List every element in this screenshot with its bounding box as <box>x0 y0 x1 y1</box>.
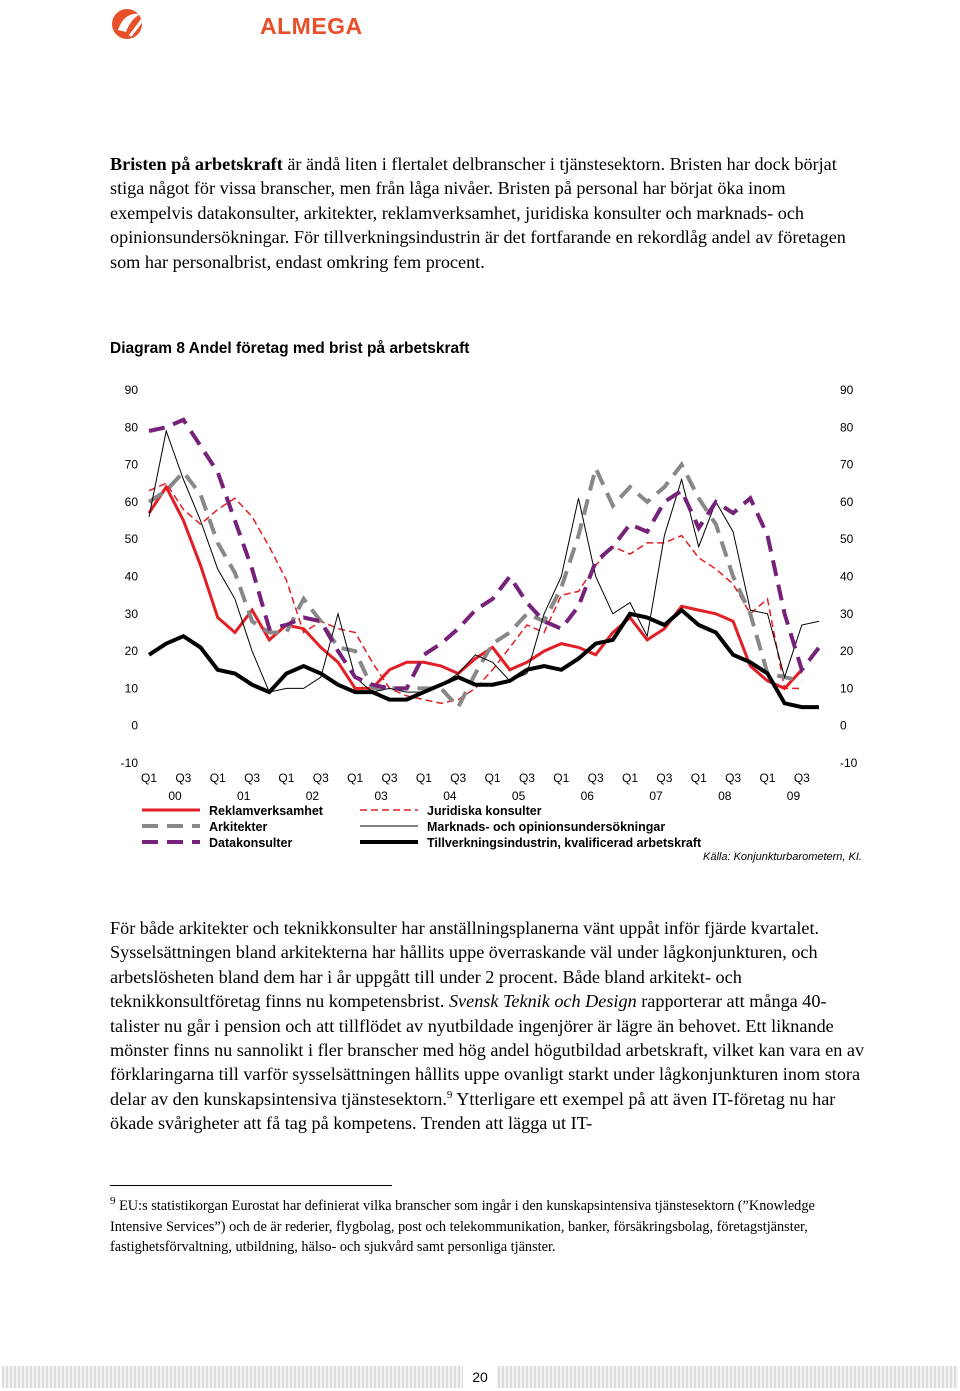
x-quarter-label: Q3 <box>244 771 261 785</box>
y-tick-label-right: 20 <box>840 644 854 659</box>
legend-label: Datakonsulter <box>209 836 293 850</box>
intro-bold-lead: Bristen på arbetskraft <box>110 154 283 174</box>
y-tick-label-right: -10 <box>840 756 858 770</box>
x-year-label: 04 <box>443 789 457 803</box>
y-tick-label-left: 60 <box>124 494 138 509</box>
y-tick-label-right: 30 <box>840 606 854 621</box>
body-text-3: Ytterligare ett exempel på att även IT-företag nu har ökade svårigheter att få tag på kompetens. Trenden att lägga ut IT- <box>110 1088 836 1134</box>
x-quarter-label: Q3 <box>725 771 742 785</box>
legend-label: Marknads- och opinionsundersökningar <box>427 820 666 834</box>
y-tick-label-right: 10 <box>840 681 854 696</box>
x-year-label: 06 <box>580 789 594 803</box>
chart-source: Källa: Konjunkturbarometern, KI. <box>703 851 862 863</box>
y-tick-label-left: 90 <box>124 383 138 397</box>
footnote-separator <box>110 1185 392 1186</box>
x-quarter-label: Q3 <box>450 771 467 785</box>
x-quarter-label: Q1 <box>347 771 364 785</box>
x-quarter-label: Q1 <box>622 771 639 785</box>
x-axis-year-labels <box>168 789 800 803</box>
x-year-label: 08 <box>718 789 732 803</box>
x-quarter-label: Q3 <box>381 771 398 785</box>
body-text-1: För både arkitekter och teknikkonsulter har anställningsplanerna vänt uppåt inför fjärde kvartalet. Sysselsättningen bland arkitekterna har hållits uppe överraskande väl under lågkonjunkturen, och arbetslösheten bland dem har i år uppgått till under 2 procent. Både bland arkitekt- och teknikkonsultföretag finns nu kompetensbrist. <box>110 918 820 1012</box>
y-axis-right <box>840 383 858 770</box>
x-year-label: 00 <box>168 789 182 803</box>
x-year-label: 01 <box>237 789 251 803</box>
legend-label: Reklamverksamhet <box>209 804 323 818</box>
x-quarter-label: Q1 <box>415 771 432 785</box>
y-tick-label-left: 10 <box>124 681 138 696</box>
body-paragraph <box>110 916 870 1136</box>
y-tick-label-left: 30 <box>124 606 138 621</box>
y-tick-label-right: 0 <box>840 718 847 733</box>
legend-label: Juridiska konsulter <box>427 804 542 818</box>
logo-text: ALMEGA <box>260 13 363 39</box>
almega-logo <box>110 0 363 50</box>
y-axis-left <box>121 383 139 770</box>
y-tick-label-left: 20 <box>124 644 138 659</box>
series-line <box>149 420 819 689</box>
y-tick-label-right: 60 <box>840 494 854 509</box>
y-tick-label-left: 50 <box>124 532 138 547</box>
legend-label: Tillverkningsindustrin, kvalificerad arbetskraft <box>427 836 702 850</box>
page-number: 20 <box>463 1364 497 1388</box>
series-line <box>149 487 802 688</box>
intro-paragraph <box>110 152 870 274</box>
shortage-line-chart <box>100 375 880 875</box>
series-line <box>149 465 802 707</box>
x-quarter-label: Q1 <box>690 771 707 785</box>
y-tick-label-left: 40 <box>124 569 138 584</box>
series-lines <box>149 420 819 707</box>
y-tick-label-left: 80 <box>124 420 138 435</box>
x-year-label: 03 <box>374 789 388 803</box>
footnote-reference: 9 <box>446 1088 453 1101</box>
x-quarter-label: Q3 <box>656 771 673 785</box>
x-year-label: 05 <box>511 789 526 803</box>
y-tick-label-left: 0 <box>131 718 138 733</box>
x-year-label: 09 <box>786 789 801 803</box>
x-quarter-label: Q3 <box>793 771 810 785</box>
x-axis-quarter-labels <box>141 771 810 785</box>
x-quarter-label: Q1 <box>278 771 295 785</box>
footnote-number: 9 <box>110 1195 116 1208</box>
x-quarter-label: Q3 <box>587 771 604 785</box>
y-tick-label-left: 70 <box>124 457 138 472</box>
y-tick-label-right: 70 <box>840 457 854 472</box>
x-quarter-label: Q1 <box>553 771 570 785</box>
x-quarter-label: Q1 <box>484 771 501 785</box>
body-text-2: rapporterar att många 40-talister nu går i pension och att tillflödet av nyutbildade ingenjörer är lägre än behovet. Ett liknande mönster finns nu sannolikt i fler branscher med hög andel högutbildad arbetskraft, vilket kan vara en av förklaringarna till varför sysselsättningen hållits uppe ovanligt starkt under lågkonjunkturen inom stora delar av den kunskapsintensiva tjänstesektorn. <box>110 991 865 1109</box>
intro-text: är ändå liten i flertalet delbranscher i tjänstesektorn. Bristen har dock börjat stiga något för vissa branscher, men från låga nivåer. Bristen på personal har börjat öka inom exempelvis datakonsulter, arkitekter, reklamverksamhet, juridiska konsulter och marknads- och opinionsundersökningar. För tillverkningsindustrin är det fortfarande en rekordlåg andel av företagen som har personalbrist, endast omkring fem procent. <box>110 154 846 272</box>
footnote <box>110 1196 870 1258</box>
x-year-label: 07 <box>649 789 663 803</box>
x-quarter-label: Q1 <box>209 771 226 785</box>
y-tick-label-right: 90 <box>840 383 854 397</box>
x-quarter-label: Q1 <box>140 771 158 785</box>
x-quarter-label: Q3 <box>312 771 329 785</box>
x-quarter-label: Q3 <box>518 771 535 785</box>
x-year-label: 02 <box>305 789 320 803</box>
x-quarter-label: Q1 <box>759 771 776 785</box>
footnote-text: EU:s statistikorgan Eurostat har definierat vilka branscher som ingår i den kunskapsintensiva tjänstesektorn (”Knowledge Intensive Services”) och de är rederier, flygbolag, post och telekommunikation, banker, försäkringsbolag, företagstjänster, fastighetsförvaltning, utbildning, hälso- och sjukvård samt personliga tjänster. <box>110 1198 815 1256</box>
y-tick-label-right: 40 <box>840 569 854 584</box>
diagram-title: Diagram 8 Andel företag med brist på arbetskraft <box>110 340 470 357</box>
legend-label: Arkitekter <box>209 820 268 834</box>
y-tick-label-right: 80 <box>840 420 854 435</box>
x-quarter-label: Q3 <box>175 771 192 785</box>
chart-legend <box>142 804 702 850</box>
body-italic-org: Svensk Teknik och Design <box>448 991 637 1012</box>
almega-logo-icon <box>110 0 150 50</box>
y-tick-label-right: 50 <box>840 532 854 547</box>
y-tick-label-left: -10 <box>120 756 138 770</box>
